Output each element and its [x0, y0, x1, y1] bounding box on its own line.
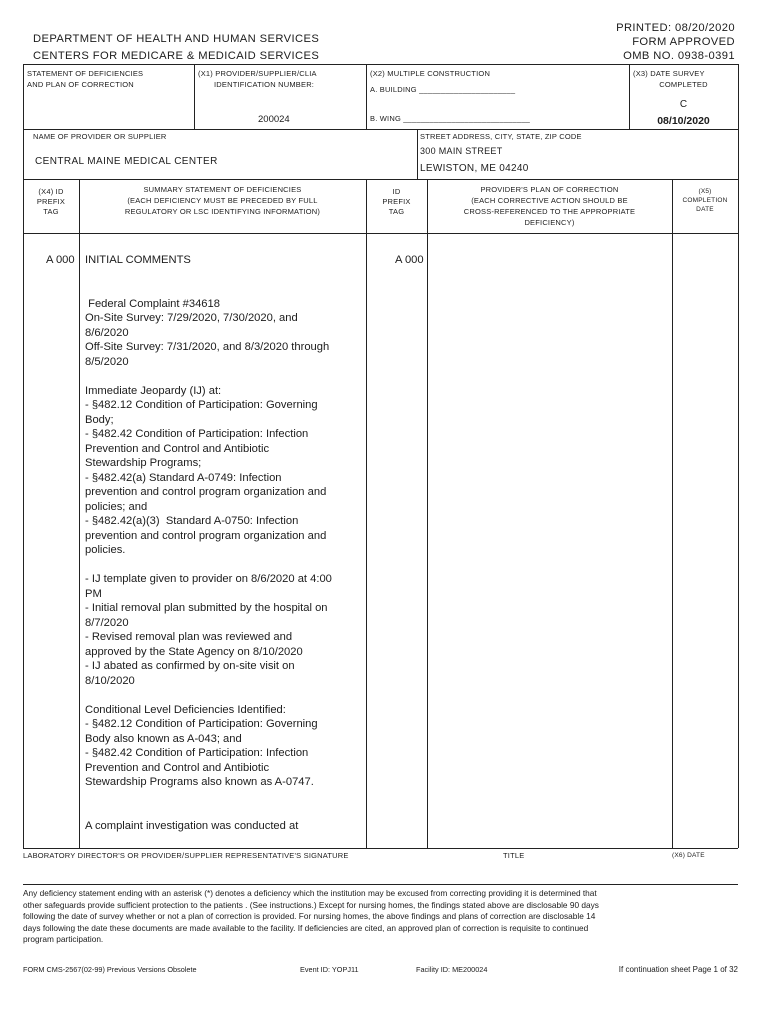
x2-wing: B. WING _____________________________	[370, 114, 531, 123]
statement-line: - IJ abated as confirmed by on-site visit on	[85, 660, 295, 672]
x5-label-1: (X5)	[698, 188, 712, 195]
signature-label: LABORATORY DIRECTOR'S OR PROVIDER/SUPPLIER REPRESENTATIVE'S SIGNATURE	[23, 851, 349, 860]
statement-line: 8/7/2020	[85, 616, 129, 629]
plan-label-4: DEFICIENCY)	[524, 218, 575, 227]
border-right	[738, 64, 739, 848]
statement-line	[85, 688, 363, 703]
statement-line: - §482.42 Condition of Participation: Infection	[85, 747, 309, 759]
rule-signature	[23, 848, 738, 849]
statement-line: prevention and control program organization and	[85, 529, 327, 542]
statement-line: - §482.12 Condition of Participation: Governing	[85, 718, 318, 730]
x5-label-3: DATE	[696, 206, 714, 213]
divider-col-3	[427, 179, 428, 848]
statement-line: Off-Site Survey: 7/31/2020, and 8/3/2020 through	[85, 341, 330, 353]
facility-id: Facility ID: ME200024	[416, 965, 488, 974]
rule-top	[23, 64, 738, 65]
provider-name-label: NAME OF PROVIDER OR SUPPLIER	[33, 132, 167, 141]
summary-label-2: (EACH DEFICIENCY MUST BE PRECEDED BY FULL	[127, 196, 318, 205]
section-heading: INITIAL COMMENTS	[85, 254, 191, 266]
statement-line: - §482.42(a) Standard A-0749: Infection	[85, 471, 282, 484]
statement-line: - Revised removal plan was reviewed and	[85, 631, 293, 643]
statement-line: - Initial removal plan submitted by the hospital on	[85, 602, 328, 614]
plan-label-1: PROVIDER'S PLAN OF CORRECTION	[480, 185, 619, 194]
rule-content	[23, 233, 738, 234]
event-id: Event ID: YOPJ11	[300, 965, 359, 974]
rule-columns	[23, 179, 738, 180]
disclaimer-line: days following the date these documents are made available to the facility. If deficiencies are cited, an approved plan of correction is requisite to continued	[23, 922, 589, 933]
date-label: (X6) DATE	[672, 852, 705, 859]
border-left	[23, 64, 24, 848]
x2-building: A. BUILDING ______________________	[370, 85, 516, 94]
statement-line: 8/6/2020	[85, 326, 129, 339]
address-label: STREET ADDRESS, CITY, STATE, ZIP CODE	[420, 132, 582, 141]
deficiency-statement	[85, 253, 363, 833]
statement-line: Federal Complaint #34618	[85, 297, 220, 310]
tag-prefix-right: A 000	[395, 254, 424, 266]
provider-name: CENTRAL MAINE MEDICAL CENTER	[35, 156, 218, 167]
statement-line: Conditional Level Deficiencies Identified:	[85, 703, 286, 716]
x5-label-2: COMPLETION	[682, 197, 728, 204]
agency-line-1: DEPARTMENT OF HEALTH AND HUMAN SERVICES	[33, 33, 320, 45]
id-label-2: PREFIX	[382, 197, 411, 206]
x4-label-1: (X4) ID	[38, 187, 64, 196]
x4-label-3: TAG	[43, 207, 59, 216]
x1-label-2: IDENTIFICATION NUMBER:	[214, 80, 315, 89]
statement-line: Stewardship Programs;	[85, 457, 202, 469]
title-label: TITLE	[503, 851, 525, 860]
street-address: 300 MAIN STREET	[420, 146, 503, 156]
city-state-zip: LEWISTON, ME 04240	[420, 163, 529, 174]
plan-label-2: (EACH CORRECTIVE ACTION SHOULD BE	[471, 196, 628, 205]
rule-disclaimer	[23, 884, 738, 885]
statement-line: Immediate Jeopardy (IJ) at:	[85, 384, 222, 397]
statement-label-2: AND PLAN OF CORRECTION	[27, 80, 134, 89]
page-indicator: If continuation sheet Page 1 of 32	[618, 965, 738, 974]
statement-line: On-Site Survey: 7/29/2020, 7/30/2020, and	[85, 312, 298, 324]
rule-provider	[23, 129, 738, 130]
form-approved: FORM APPROVED	[632, 36, 735, 48]
divider-x2	[366, 64, 367, 129]
printed-date: PRINTED: 08/20/2020	[616, 22, 735, 34]
statement-line: PM	[85, 587, 102, 600]
divider-col-4	[672, 179, 673, 848]
x2-label: (X2) MULTIPLE CONSTRUCTION	[370, 69, 491, 78]
divider-col-2	[366, 179, 367, 848]
disclaimer-text	[23, 888, 599, 946]
x3-code: C	[679, 99, 688, 110]
statement-label-1: STATEMENT OF DEFICIENCIES	[27, 69, 144, 78]
id-label-3: TAG	[388, 207, 405, 216]
statement-line: - §482.42(a)(3) Standard A-0750: Infection	[85, 515, 299, 527]
id-label-1: ID	[392, 187, 401, 196]
statement-line: prevention and control program organization and	[85, 486, 327, 498]
x1-value: 200024	[258, 114, 290, 125]
divider-col-1	[79, 179, 80, 848]
statement-line: approved by the State Agency on 8/10/2020	[85, 645, 303, 658]
statement-line	[85, 369, 363, 384]
x1-label-1: (X1) PROVIDER/SUPPLIER/CLIA	[198, 69, 317, 78]
statement-line: - §482.42 Condition of Participation: Infection	[85, 428, 309, 440]
statement-line: A complaint investigation was conducted at	[85, 819, 299, 832]
disclaimer-line: following the date of survey whether or not a plan of correction is provided. For nursing homes, the above findings and plans of correction are disclosable 14	[23, 911, 596, 921]
statement-line: 8/10/2020	[85, 674, 135, 687]
statement-line	[85, 804, 363, 819]
x3-date: 08/10/2020	[657, 115, 710, 127]
statement-line: Body;	[85, 413, 114, 426]
statement-line: Prevention and Control and Antibiotic	[85, 442, 270, 455]
divider-address	[417, 129, 418, 179]
x3-label-1: (X3) DATE SURVEY	[633, 69, 705, 78]
statement-line: policies; and	[85, 500, 148, 513]
statement-line: Prevention and Control and Antibiotic	[85, 761, 270, 774]
statement-line	[85, 558, 363, 573]
tag-prefix-left: A 000	[46, 254, 75, 266]
statement-line: policies.	[85, 544, 126, 556]
statement-line: - IJ template given to provider on 8/6/2020 at 4:00	[85, 573, 332, 585]
statement-line	[85, 790, 363, 805]
disclaimer-line: program participation.	[23, 934, 104, 944]
summary-label-1: SUMMARY STATEMENT OF DEFICIENCIES	[143, 185, 302, 194]
x4-label-2: PREFIX	[36, 197, 66, 206]
agency-line-2: CENTERS FOR MEDICARE & MEDICAID SERVICES	[33, 50, 320, 62]
summary-label-3: REGULATORY OR LSC IDENTIFYING INFORMATION)	[124, 207, 321, 216]
plan-label-3: CROSS-REFERENCED TO THE APPROPRIATE	[463, 207, 636, 216]
x3-label-2: COMPLETED	[659, 80, 708, 89]
form-number: FORM CMS-2567(02-99) Previous Versions Obsolete	[23, 965, 197, 974]
statement-line: Stewardship Programs also known as A-0747.	[85, 776, 314, 788]
disclaimer-line: other safeguards provide sufficient protection to the patients . (See instructions.) Except for nursing homes, the findings stated above are disclosable 90 days	[23, 899, 599, 910]
statement-line: 8/5/2020	[85, 355, 129, 368]
disclaimer-line: Any deficiency statement ending with an asterisk (*) denotes a deficiency which the institution may be excused from correcting providing it is determined that	[23, 888, 597, 898]
statement-line: - §482.12 Condition of Participation: Governing	[85, 399, 318, 411]
statement-line	[85, 282, 363, 297]
omb-number: OMB NO. 0938-0391	[623, 50, 735, 62]
divider-x1	[194, 64, 195, 129]
statement-line: Body also known as A-043; and	[85, 732, 242, 745]
